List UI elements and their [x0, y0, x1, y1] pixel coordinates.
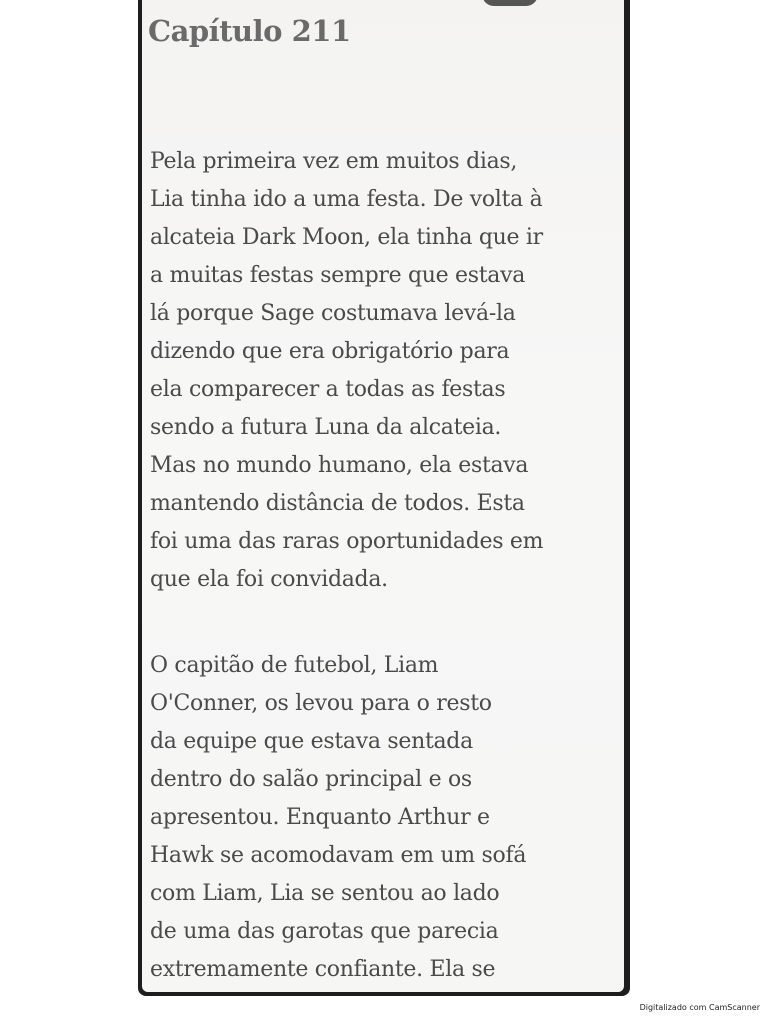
- text-line: ela comparecer a todas as festas: [150, 377, 506, 402]
- text-line: O capitão de futebol, Liam: [150, 653, 439, 678]
- text-line: alcateia Dark Moon, ela tinha que ir: [150, 225, 543, 250]
- text-line: dentro do salão principal e os: [150, 767, 472, 792]
- paragraph-1: [150, 143, 620, 599]
- text-line: Mas no mundo humano, ela estava: [150, 453, 529, 478]
- reader-screen[interactable]: [142, 0, 624, 992]
- camera-notch: [482, 0, 538, 6]
- text-line: da equipe que estava sentada: [150, 729, 473, 754]
- text-line: a muitas festas sempre que estava: [150, 263, 526, 288]
- text-line: Pela primeira vez em muitos dias,: [150, 149, 518, 174]
- paragraph-2: [150, 647, 620, 989]
- text-line: com Liam, Lia se sentou ao lado: [150, 881, 500, 906]
- text-line: de uma das garotas que parecia: [150, 919, 499, 944]
- text-line: lá porque Sage costumava levá-la: [150, 301, 516, 326]
- text-line: O'Conner, os levou para o resto: [150, 691, 492, 716]
- text-line: que ela foi convidada.: [150, 567, 388, 592]
- text-line: dizendo que era obrigatório para: [150, 339, 510, 364]
- scanner-watermark: Digitalizado com CamScanner: [639, 1003, 760, 1012]
- text-line: mantendo distância de todos. Esta: [150, 491, 525, 516]
- text-line: sendo a futura Luna da alcateia.: [150, 415, 502, 440]
- text-line: Lia tinha ido a uma festa. De volta à: [150, 187, 543, 212]
- text-line: apresentou. Enquanto Arthur e: [150, 805, 490, 830]
- chapter-title: Capítulo 211: [148, 14, 351, 48]
- text-line: foi uma das raras oportunidades em: [150, 529, 544, 554]
- text-line: extremamente confiante. Ela se: [150, 957, 496, 982]
- text-line: Hawk se acomodavam em um sofá: [150, 843, 527, 868]
